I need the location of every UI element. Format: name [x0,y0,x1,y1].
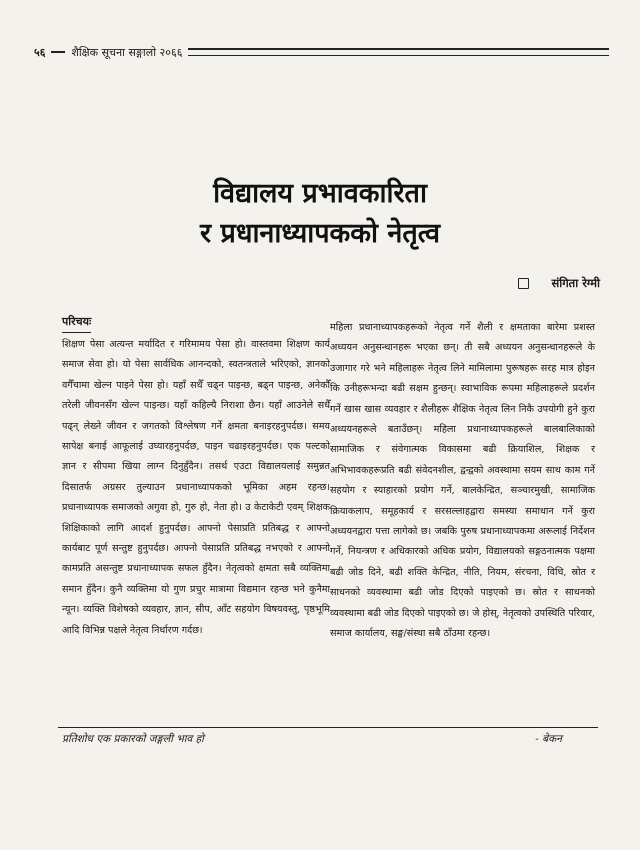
header-rule [188,48,609,56]
footer-rule [58,727,598,728]
section-heading: परिचयः [62,312,91,333]
footer-quote: प्रतिशोध एक प्रकारको जङ्गली भाव हो [62,733,204,745]
header-dash [51,51,65,53]
right-column [330,318,595,645]
footer-quote-author: - बेकन [535,733,562,745]
author-byline [518,276,600,291]
article-title [0,174,640,254]
title-line-2: र प्रधानाध्यापकको नेतृत्व [200,218,440,249]
page-header [34,43,609,61]
left-column [62,312,330,641]
checkbox-bullet-icon [518,278,529,289]
left-column-text: शिक्षण पेसा अत्यन्त मर्यादित र गरिमामय पेसा हो। वास्तवमा शिक्षण कार्य समाज सेवा हो। यो पेसा सार्वधिक आनन्दको, स्वतन्त्रताले भरिएको, ज्ञानको वगैँचामा खेल्न पाइने पेसा हो। यहाँ सधैँ चढ्न पाइन्छ, बढ्न पाइन्छ, अनेकौँ तरेली जीवनसँग खेल्न पाइन्छ। यहाँ कहिल्यै निराशा छैन। यहाँ आउनेले सधैँ पढ्न् लेख्ने जीवन र जगतको विश्लेषण गर्ने क्षमता बनाइरहनुपर्दछ। समय सापेक्ष बनाई आफूलाई उघ्यारहनुपर्दछ, पाइन चढाइरहनुपर्दछ। एक पल्टको ज्ञान र सीपमा खिया लाग्न दिनुहुँदैन। तसर्थ एउटा विद्यालयलाई समुन्नत दिसातर्फ अग्रसर तुल्याउन प्रधानाध्यापकको भूमिका अहम रहन्छ। प्रधानाध्यापक समाजको अगुवा हो, गुरु हो, नेता हो। उ केटाकेटी एवम् शिक्षक शिक्षिकाको लागि आदर्श हुनुपर्दछ। आफ्नो पेसाप्रति प्रतिबद्ध र आफ्नो कार्यबाट पूर्ण सन्तुष्ट हुनुपर्दछ। आफ्नो पेसाप्रति प्रतिबद्ध नभएको र आफ्नो कामप्रति असन्तुष्ट प्रधानाध्यापक सफल हुँदैन। नेतृत्वको क्षमता सबै व्यक्तिमा समान हुँदैन। कुनै व्यक्तिमा यो गुण प्रचुर मात्रामा विद्यमान रहन्छ भने कुनैमा न्यून। व्यक्ति विशेषको व्यवहार, ज्ञान, सीप, आँट सहयोग विषयवस्तु, पृष्ठभूमि आदि विभिन्न पक्षले नेतृत्व निर्धारण गर्दछ। [62,339,330,636]
title-line-1: विद्यालय प्रभावकारिता [213,178,427,209]
author-name: संगिता रेग्मी [551,276,600,290]
page-number: ५६ [34,45,46,59]
right-column-text: महिला प्रधानाध्यापकहरूको नेतृत्व गर्ने शैली र क्षमताका बारेमा प्रशस्त अध्ययन अनुसन्धानहरू भएका छन्। ती सबै अध्ययन अनुसन्धानहरूले के उजागार गरे भने महिलाहरू नेतृत्व लिने मामिलामा पुरूषहरू सरह मात्र होइन कि उनीहरूभन्दा बढी सक्षम हुन्छन्। स्वाभाविक रूपमा महिलाहरूले प्रदर्शन गर्ने खास खास व्यवहार र शैलीहरू शैक्षिक नेतृत्व लिन निकै उपयोगी हुने कुरा अध्ययनहरूले बताउँछन्। महिला प्रधानाध्यापकहरूले बालबालिकाको सामाजिक र संवेगात्मक विकासमा बढी क्रियाशिल, शिक्षक र अभिभावकहरूप्रति बढी संवेदनशील, द्वन्द्वको अवस्थामा सयम साथ काम गर्ने सहयोग र स्याहारको प्रयोग गर्ने, बालकेन्द्रित, सञ्चारमुखी, सामाजिक क्रियाकलाप, समूहकार्य र सरसल्लाहद्वारा समस्या समाधान गर्ने कुरा अध्ययनद्वारा पत्ता लागेको छ। जबकि पुरुष प्रधानाध्यापकमा अरूलाई निर्देशन गर्ने, नियन्त्रण र अधिकारको अधिक प्रयोग, विद्यालयको सङ्गठनात्मक पक्षमा बढी जोड दिने, बढी शक्ति केन्द्रित, नीति, नियम, संरचना, विधि, स्रोत र साधनको व्यवस्थामा बढी जोड दिएको पाइएको छ। स्रोत र साधनको व्यवस्थामा बढी जोड दिएको पाइएको छ। जे होस्, नेतृत्वको उपस्थिति परिवार, समाज कार्यालय, सङ्घ/संस्था सबै ठाँउमा रहन्छ। [330,322,595,640]
publication-title: शैक्षिक सूचना सङ्गालो २०६६ [71,45,183,59]
